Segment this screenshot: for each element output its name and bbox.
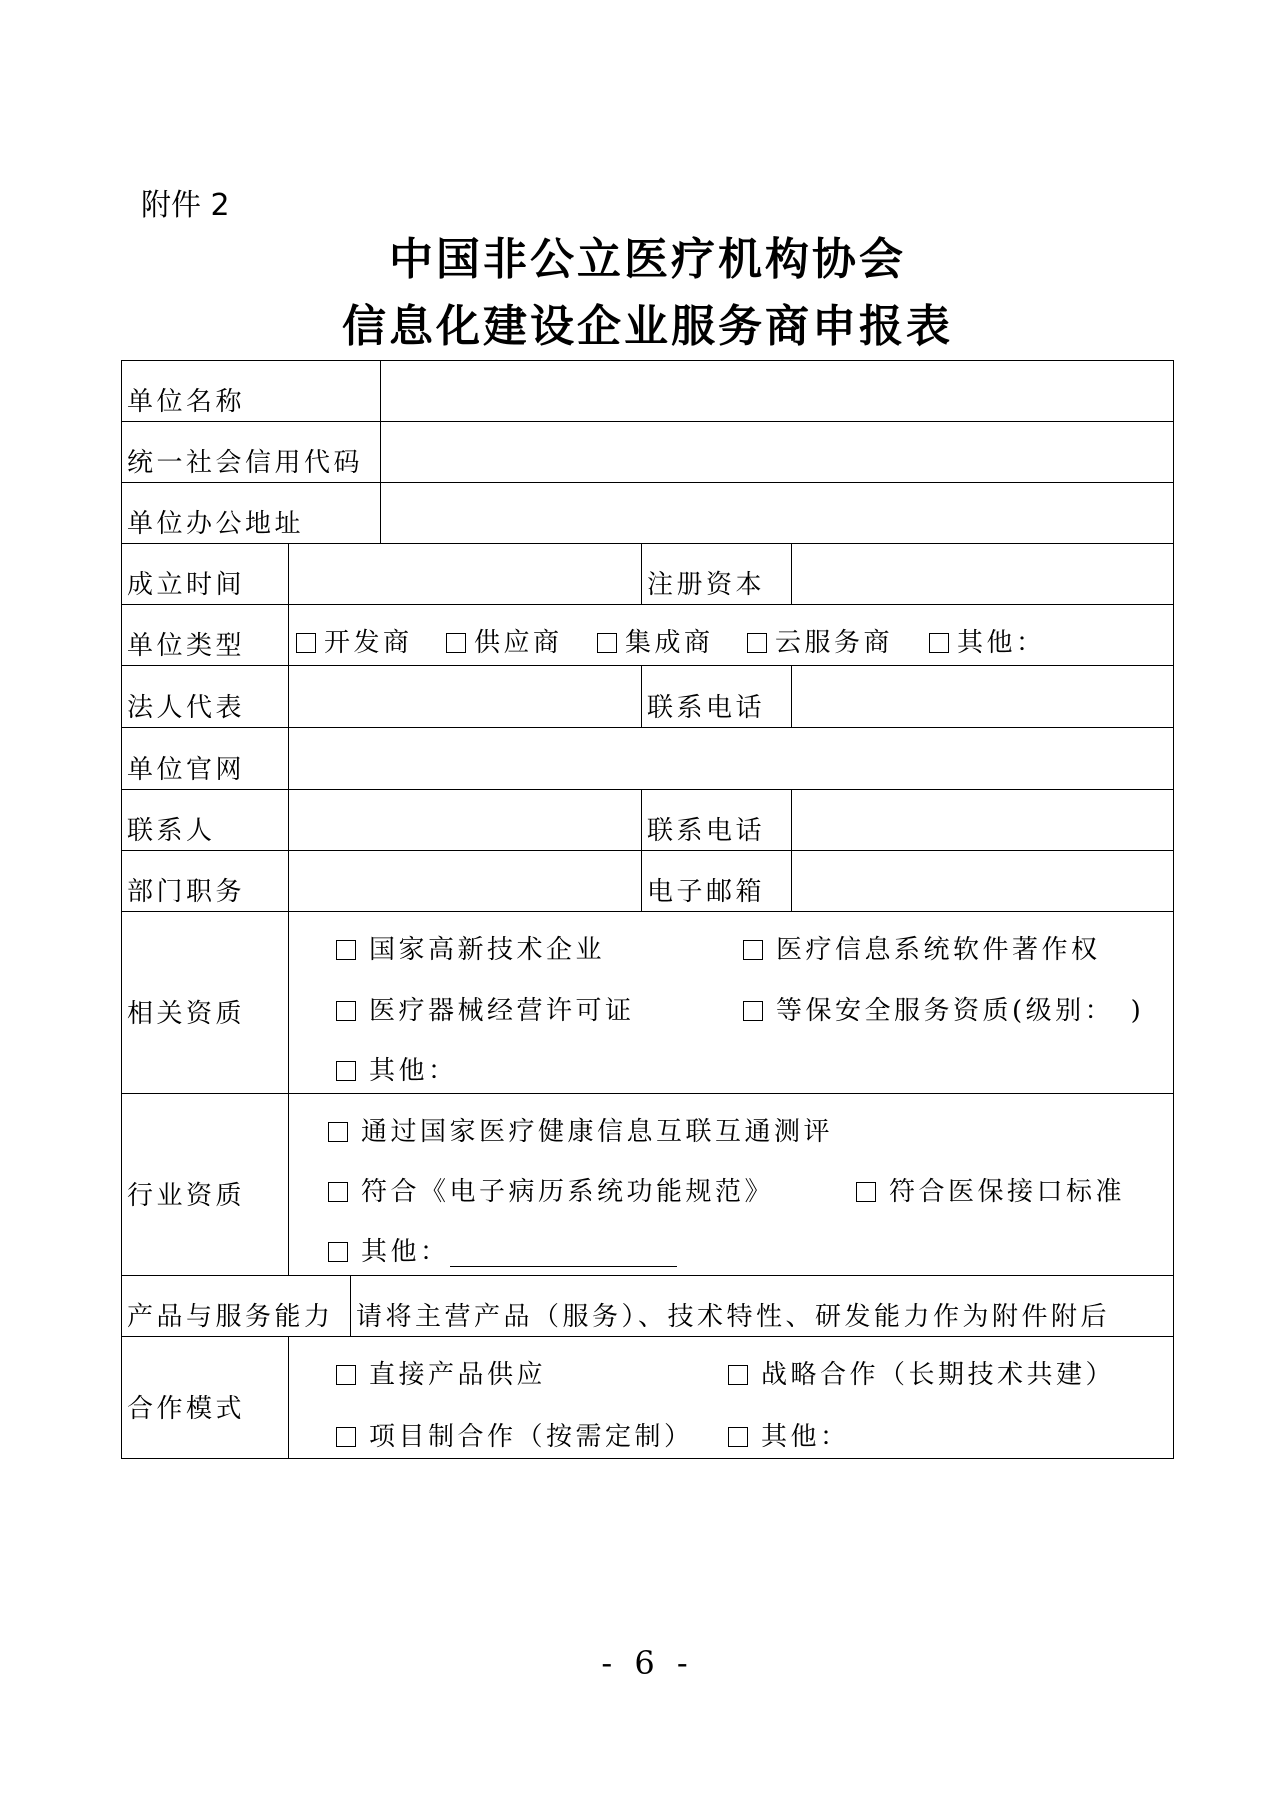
direct-supply-label: 直接产品供应 bbox=[369, 1360, 547, 1390]
title-line-2: 信息化建设企业服务商申报表 bbox=[342, 301, 953, 352]
emr-spec-label: 符合《电子病历系统功能规范》 bbox=[361, 1177, 775, 1207]
unit-name-label: 单位名称 bbox=[122, 361, 381, 421]
legal-rep-phone-field[interactable] bbox=[792, 666, 1174, 727]
qual-device-license[interactable] bbox=[336, 996, 635, 1026]
credit-code-field[interactable] bbox=[381, 422, 1174, 482]
industry-insurance-interface[interactable] bbox=[856, 1177, 1125, 1207]
qual-software-copyright[interactable] bbox=[743, 935, 1101, 965]
website-field[interactable] bbox=[289, 728, 1174, 789]
device-license-label: 医疗器械经营许可证 bbox=[369, 996, 635, 1026]
unit-type-integrator[interactable] bbox=[597, 628, 714, 658]
row-unit-type bbox=[122, 605, 1174, 666]
coop-strategic[interactable] bbox=[728, 1360, 1115, 1390]
row-product-service-capability bbox=[122, 1276, 1174, 1337]
email-label: 电子邮箱 bbox=[642, 851, 792, 911]
insurance-interface-checkbox[interactable] bbox=[856, 1182, 876, 1202]
row-related-qualifications bbox=[122, 912, 1174, 1094]
department-position-field[interactable] bbox=[289, 851, 642, 911]
industry-other-label: 其他： bbox=[361, 1237, 450, 1267]
coop-other-label: 其他： bbox=[761, 1422, 850, 1452]
related-qualifications-options bbox=[289, 912, 1174, 1093]
established-date-field[interactable] bbox=[289, 544, 642, 604]
cloud-provider-checkbox[interactable] bbox=[747, 633, 767, 653]
interoperability-test-label: 通过国家医疗健康信息互联互通测评 bbox=[361, 1117, 834, 1147]
page-number: - 6 - bbox=[601, 1644, 694, 1682]
device-license-checkbox[interactable] bbox=[336, 1001, 356, 1021]
integrator-option-label: 集成商 bbox=[625, 628, 714, 658]
qual-other-checkbox[interactable] bbox=[336, 1061, 356, 1081]
department-position-label: 部门职务 bbox=[122, 851, 289, 911]
unit-type-other-label: 其他： bbox=[957, 628, 1046, 658]
industry-other[interactable] bbox=[328, 1237, 677, 1267]
legal-rep-phone-label: 联系电话 bbox=[642, 666, 792, 727]
unit-type-other-checkbox[interactable] bbox=[929, 633, 949, 653]
qual-security-service[interactable] bbox=[743, 996, 1144, 1026]
row-established-capital bbox=[122, 544, 1174, 605]
coop-direct-supply[interactable] bbox=[336, 1360, 546, 1390]
insurance-interface-label: 符合医保接口标准 bbox=[889, 1177, 1126, 1207]
security-service-label: 等保安全服务资质(级别： ) bbox=[776, 996, 1145, 1026]
industry-other-fill-in-blank[interactable] bbox=[450, 1237, 677, 1267]
office-address-field[interactable] bbox=[381, 483, 1174, 543]
cloud-provider-option-label: 云服务商 bbox=[775, 628, 894, 658]
strategic-checkbox[interactable] bbox=[728, 1365, 748, 1385]
row-industry-qualifications bbox=[122, 1094, 1174, 1276]
credit-code-label: 统一社会信用代码 bbox=[122, 422, 381, 482]
unit-type-developer[interactable] bbox=[296, 628, 413, 658]
application-form-table bbox=[121, 360, 1174, 1459]
software-copyright-checkbox[interactable] bbox=[743, 940, 763, 960]
office-address-label: 单位办公地址 bbox=[122, 483, 381, 543]
industry-qualifications-label: 行业资质 bbox=[122, 1094, 289, 1275]
contact-phone-field[interactable] bbox=[792, 790, 1174, 850]
unit-type-label: 单位类型 bbox=[122, 605, 289, 665]
high-tech-enterprise-checkbox[interactable] bbox=[336, 940, 356, 960]
contact-person-field[interactable] bbox=[289, 790, 642, 850]
registered-capital-label: 注册资本 bbox=[642, 544, 792, 604]
industry-other-checkbox[interactable] bbox=[328, 1242, 348, 1262]
qual-other[interactable] bbox=[336, 1056, 458, 1086]
capability-instruction: 请将主营产品（服务）、技术特性、研发能力作为附件附后 bbox=[351, 1276, 1174, 1336]
qual-other-label: 其他： bbox=[369, 1056, 458, 1086]
contact-person-label: 联系人 bbox=[122, 790, 289, 850]
row-department-email bbox=[122, 851, 1174, 912]
security-service-checkbox[interactable] bbox=[743, 1001, 763, 1021]
high-tech-enterprise-label: 国家高新技术企业 bbox=[369, 935, 606, 965]
qual-high-tech-enterprise[interactable] bbox=[336, 935, 605, 965]
industry-interoperability-test[interactable] bbox=[328, 1117, 833, 1147]
direct-supply-checkbox[interactable] bbox=[336, 1365, 356, 1385]
row-website bbox=[122, 728, 1174, 790]
row-legal-representative bbox=[122, 666, 1174, 728]
unit-type-cloud-provider[interactable] bbox=[747, 628, 893, 658]
coop-other[interactable] bbox=[728, 1422, 850, 1452]
unit-type-options bbox=[289, 605, 1174, 665]
supplier-checkbox[interactable] bbox=[446, 633, 466, 653]
established-date-label: 成立时间 bbox=[122, 544, 289, 604]
title-line-1: 中国非公立医疗机构协会 bbox=[389, 234, 906, 285]
industry-qualifications-options bbox=[289, 1094, 1174, 1275]
software-copyright-label: 医疗信息系统软件著作权 bbox=[776, 935, 1101, 965]
developer-option-label: 开发商 bbox=[324, 628, 413, 658]
unit-name-field[interactable] bbox=[381, 361, 1174, 421]
row-office-address bbox=[122, 483, 1174, 544]
capability-label: 产品与服务能力 bbox=[122, 1276, 351, 1336]
developer-checkbox[interactable] bbox=[296, 633, 316, 653]
row-cooperation-mode bbox=[122, 1337, 1174, 1459]
industry-emr-spec[interactable] bbox=[328, 1177, 774, 1207]
legal-representative-label: 法人代表 bbox=[122, 666, 289, 727]
strategic-label: 战略合作（长期技术共建） bbox=[761, 1360, 1116, 1390]
coop-other-checkbox[interactable] bbox=[728, 1427, 748, 1447]
attachment-label: 附件 2 bbox=[141, 188, 230, 223]
unit-type-other[interactable] bbox=[929, 628, 1046, 658]
row-credit-code bbox=[122, 422, 1174, 483]
supplier-option-label: 供应商 bbox=[474, 628, 563, 658]
related-qualifications-label: 相关资质 bbox=[122, 912, 289, 1093]
project-based-checkbox[interactable] bbox=[336, 1427, 356, 1447]
contact-phone-label: 联系电话 bbox=[642, 790, 792, 850]
registered-capital-field[interactable] bbox=[792, 544, 1174, 604]
unit-type-supplier[interactable] bbox=[446, 628, 563, 658]
legal-representative-field[interactable] bbox=[289, 666, 642, 727]
integrator-checkbox[interactable] bbox=[597, 633, 617, 653]
cooperation-mode-options bbox=[289, 1337, 1174, 1458]
cooperation-mode-label: 合作模式 bbox=[122, 1337, 289, 1458]
row-unit-name bbox=[122, 361, 1174, 422]
project-based-label: 项目制合作（按需定制） bbox=[369, 1422, 694, 1452]
email-field[interactable] bbox=[792, 851, 1174, 911]
coop-project-based[interactable] bbox=[336, 1422, 694, 1452]
emr-spec-checkbox[interactable] bbox=[328, 1182, 348, 1202]
row-contact-person bbox=[122, 790, 1174, 851]
interoperability-test-checkbox[interactable] bbox=[328, 1122, 348, 1142]
website-label: 单位官网 bbox=[122, 728, 289, 789]
